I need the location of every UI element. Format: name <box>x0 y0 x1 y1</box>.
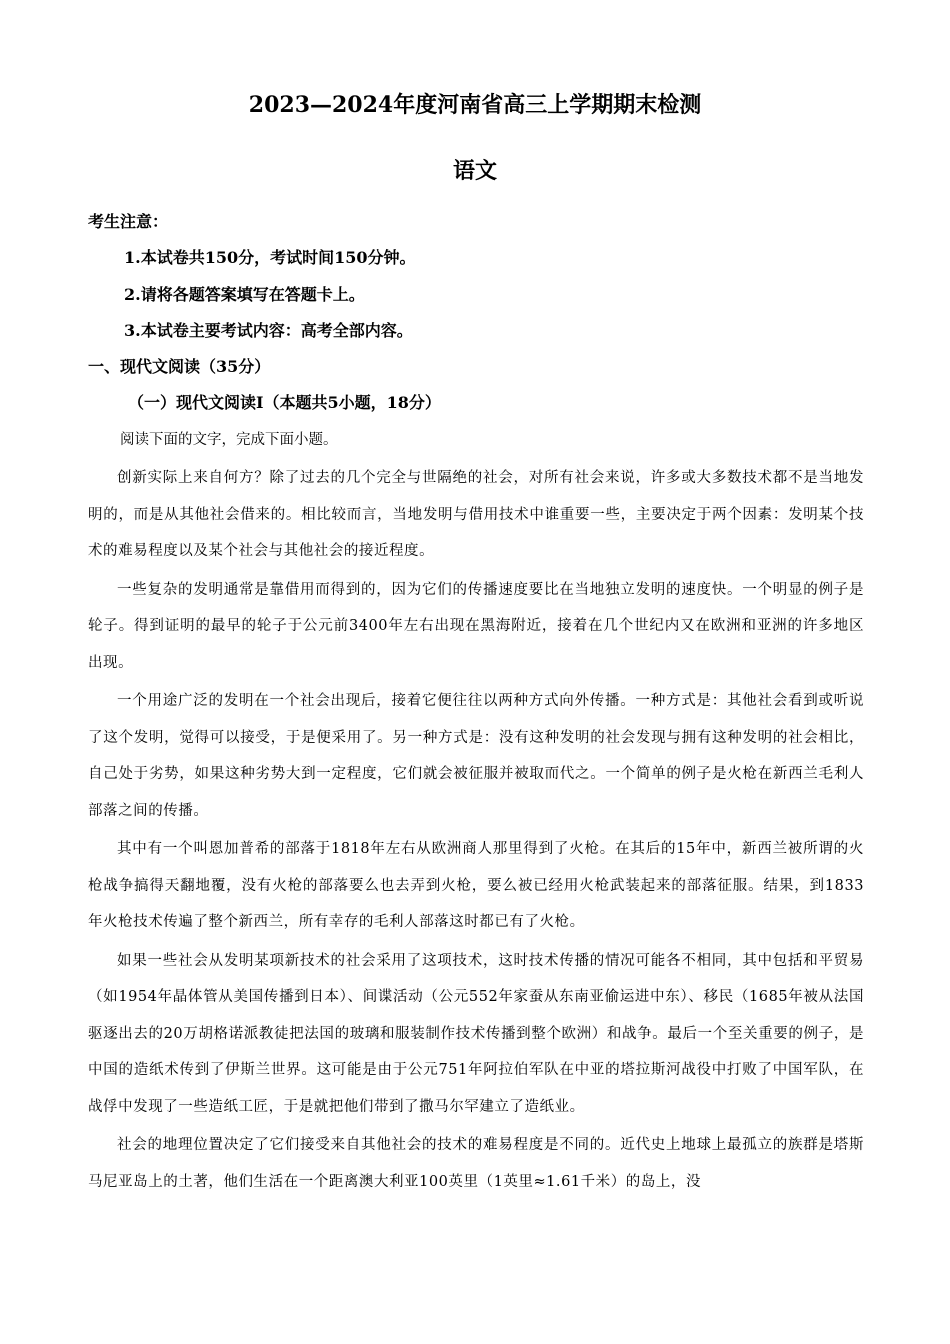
passage-paragraph: 一个用途广泛的发明在一个社会出现后，接着它便往往以两种方式向外传播。一种方式是：其他社会看到或听说了这个发明，觉得可以接受，于是便采用了。另一种方式是：没有这种发明的社会发现与拥有这种发明的社会相比，自己处于劣势，如果这种劣势大到一定程度，它们就会被征服并被取而代之。一个简单的例子是火枪在新西兰毛利人部落之间的传播。 <box>88 693 864 819</box>
section-heading: 一、现代文阅读（35分） <box>88 357 271 376</box>
passage-paragraph: 一些复杂的发明通常是靠借用而得到的，因为它们的传播速度要比在当地独立发明的速度快。一个明显的例子是轮子。得到证明的最早的轮子于公元前3400年左右出现在黑海附近，接着在几个世纪内又在欧洲和亚洲的许多地区出现。 <box>88 581 864 671</box>
passage-paragraph: 创新实际上来自何方？除了过去的几个完全与世隔绝的社会，对所有社会来说，许多或大多数技术都不是当地发明的，而是从其他社会借来的。相比较而言，当地发明与借用技术中谁重要一些，主要决定于两个因素：发明某个技术的难易程度以及某个社会与其他社会的接近程度。 <box>88 470 864 559</box>
notice-item: 3.本试卷主要考试内容：高考全部内容。 <box>124 321 413 340</box>
reading-instruction: 阅读下面的文字，完成下面小题。 <box>120 432 338 448</box>
reading-passage <box>88 460 864 1202</box>
notice-heading: 考生注意： <box>88 212 169 231</box>
passage-paragraph: 如果一些社会从发明某项新技术的社会采用了这项技术，这时技术传播的情况可能各不相同，其中包括和平贸易（如1954年晶体管从美国传播到日本）、间谍活动（公元552年家蚕从东南亚偷运进中东）、移民（1685年被从法国驱逐出去的20万胡格诺派教徒把法国的玻璃和服装制作技术传播到整个欧洲）和战争。最后一个至关重要的例子，是中国的造纸术传到了伊斯兰世界。这可能是由于公元751年阿拉伯军队在中亚的塔拉斯河战役中打败了中国军队，在战俘中发现了一些造纸工匠，于是就把他们带到了撒马尔罕建立了造纸业。 <box>88 952 864 1115</box>
passage-paragraph: 其中有一个叫恩加普希的部落于1818年左右从欧洲商人那里得到了火枪。在其后的15年中，新西兰被所谓的火枪战争搞得天翻地覆，没有火枪的部落要么也去弄到火枪，要么被已经用火枪武装起来的部落征服。结果，到1833年火枪技术传遍了整个新西兰，所有幸存的毛利人部落这时都已有了火枪。 <box>88 841 864 930</box>
exam-title: 2023—2024年度河南省高三上学期期末检测 <box>248 92 702 118</box>
passage-paragraph: 社会的地理位置决定了它们接受来自其他社会的技术的难易程度是不同的。近代史上地球上最孤立的族群是塔斯马尼亚岛上的土著，他们生活在一个距离澳大利亚100英里（1英里≈1.61千米）的岛上，没 <box>88 1137 864 1190</box>
notice-item: 2.请将各题答案填写在答题卡上。 <box>124 285 365 304</box>
notice-item: 1.本试卷共150分，考试时间150分钟。 <box>124 248 416 267</box>
subsection-heading: （一）现代文阅读Ⅰ（本题共5小题，18分） <box>128 393 441 412</box>
subject-title: 语文 <box>452 158 497 184</box>
